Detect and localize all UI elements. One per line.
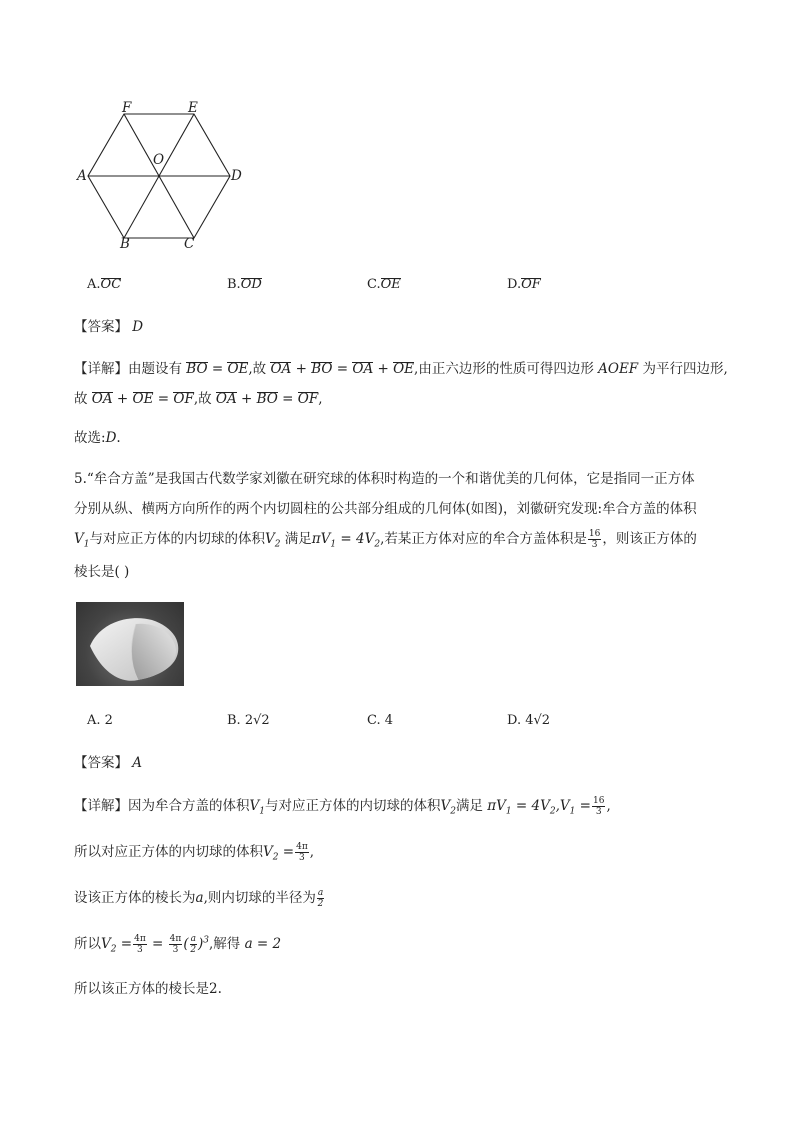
q5-detail-line1: 【详解】因为牟合方盖的体积$V_1$与对应正方体的内切球的体积$V_2$满足 $\pi V_1 = 4V_2,V_1$ = $\frac{16}{3}$ , xyxy=(74,796,611,817)
q5-option-a: A. 2 xyxy=(87,713,113,728)
q4-detail-line1: 【详解】由题设有 BO = OE,故 OA + BO = OA + OE,由正六边形的性质可得四边形 AOEF 为平行四边形, xyxy=(74,361,728,377)
fraction-16-3: $\frac{16}{3}$ xyxy=(588,529,601,550)
q5-detail-line3: 设该正方体的棱长为a,则内切球的半径为 $\frac{a}{2}$ xyxy=(74,888,324,909)
q4-option-a: A.OC xyxy=(87,277,122,292)
q4-option-b: B.OD xyxy=(227,277,262,292)
hexagon-label-c: C xyxy=(184,236,195,252)
q4-option-c: C.OE xyxy=(367,277,401,292)
q5-stem-line2: 分别从纵、横两方向所作的两个内切圆柱的公共部分组成的几何体(如图)，刘徽研究发现:牟合方盖的体积 xyxy=(74,501,697,517)
q5-option-c: C. 4 xyxy=(367,713,394,728)
hexagon-label-o: O xyxy=(153,152,165,168)
q4-detail-line2: 故 OA + OE = OF,故 OA + BO = OF, xyxy=(74,391,323,407)
q4-conclusion: 故选:D. xyxy=(74,430,121,446)
q5-detail-line2: 所以对应正方体的内切球的体积$V_2$ = $\frac{4\pi}{3}$ , xyxy=(74,842,315,863)
hexagon-label-d: D xyxy=(231,168,242,184)
q5-detail-line4: 所以$V_2$ = $\frac{4\pi}{3}$ = $\frac{4\pi}{3}$ ( $\frac{a}{2}$ )$^3$,解得 a = 2 xyxy=(74,934,282,955)
regular-hexagon-figure xyxy=(70,96,250,256)
hexagon-label-b: B xyxy=(120,236,130,252)
q5-stem-line4: 棱长是( ) xyxy=(74,564,130,580)
q5-stem-line1: 5.“牟合方盖”是我国古代数学家刘徽在研究球的体积时构造的一个和谐优美的几何体，它是指同一正方体 xyxy=(74,471,695,487)
q5-detail-line5: 所以该正方体的棱长是2. xyxy=(74,981,222,997)
q4-option-d: D.OF xyxy=(507,277,541,292)
q5-option-d: D. 4√2 xyxy=(507,713,551,728)
hexagon-label-e: E xyxy=(188,100,198,116)
q5-answer: 【答案】 A xyxy=(74,755,143,771)
q5-option-b: B. 2√2 xyxy=(227,713,270,728)
mouhe-fanggai-image xyxy=(76,602,184,686)
hexagon-label-f: F xyxy=(122,100,132,116)
hexagon-label-a: A xyxy=(77,168,87,184)
q5-stem-line3: $V_1$与对应正方体的内切球的体积$V_2$ 满足$\pi V_1 = 4V_2$,若某正方体对应的牟合方盖体积是 $\frac{16}{3}$ ，则该正方体的 xyxy=(74,529,697,550)
q4-answer: 【答案】 D xyxy=(74,319,144,335)
